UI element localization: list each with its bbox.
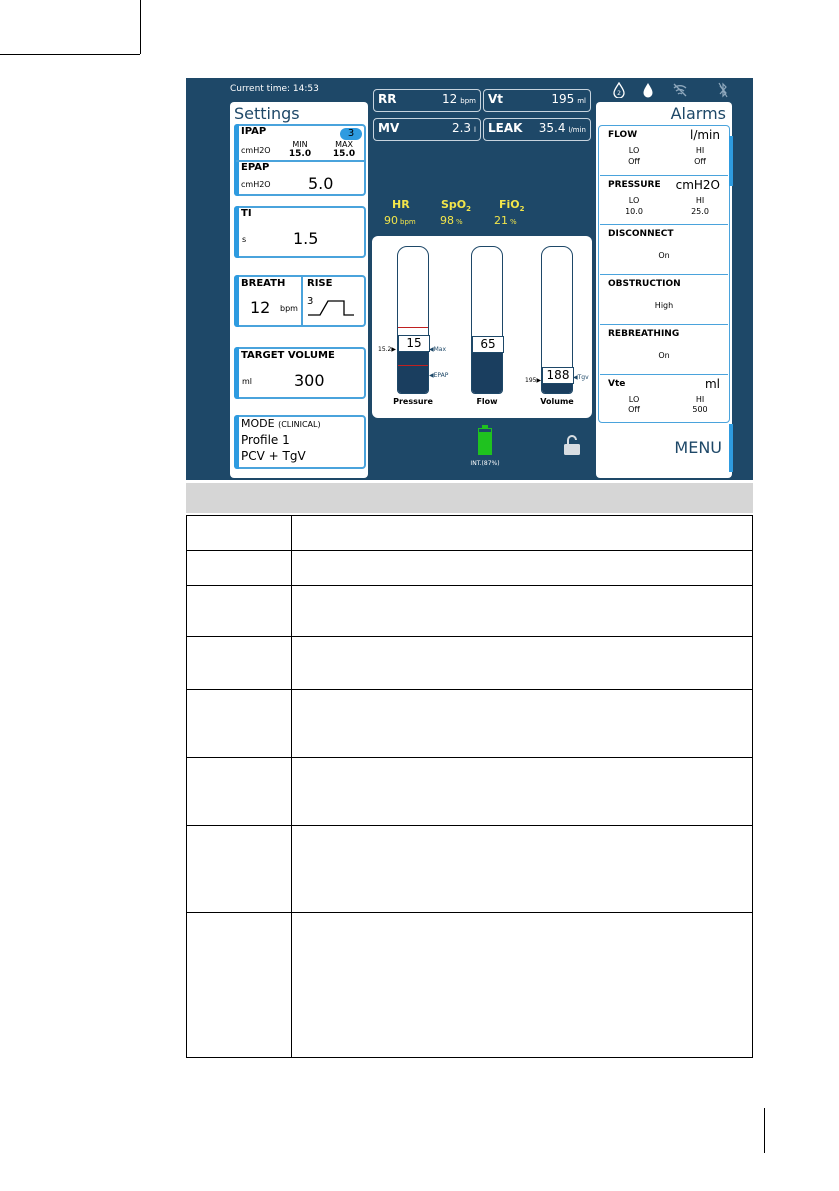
target-volume-value: 300 — [294, 371, 325, 390]
alarm-disconnect-label: DISCONNECT — [608, 229, 674, 239]
ipap-max-value: 15.0 — [332, 149, 356, 159]
spo2-label-sub: 2 — [466, 205, 472, 214]
flow-value: 65 — [472, 336, 504, 353]
mv-readout — [452, 121, 476, 135]
rise-ramp-icon — [306, 298, 356, 318]
alarm-vte-label: Vte — [608, 379, 626, 389]
alarm-pressure[interactable] — [600, 176, 728, 225]
alarm-flow-hi-value: Off — [694, 157, 706, 166]
table-row — [186, 758, 753, 826]
mode-name: PCV + TgV — [241, 449, 306, 463]
mode-profile: Profile 1 — [241, 433, 290, 447]
volume-right-marker: ◀Tgv — [573, 374, 589, 381]
alarm-disconnect-value: On — [658, 251, 670, 260]
ipap-min-value: 15.0 — [288, 149, 312, 159]
ipap-min-label: MIN — [292, 140, 308, 149]
alarm-vte-lo-value: Off — [628, 405, 640, 414]
alarm-rebreathing[interactable] — [600, 325, 728, 375]
alarm-vte-hi-value: 500 — [692, 405, 708, 414]
ipap-label: IPAP — [241, 126, 267, 137]
mv-label: MV — [378, 121, 400, 135]
ipap-max-label: MAX — [335, 140, 353, 149]
alarm-obstruction-value: High — [654, 301, 674, 310]
alarm-pressure-lo-label: LO — [628, 196, 640, 205]
spo2-label-text: SpO — [441, 198, 467, 211]
menu-accent — [729, 424, 733, 472]
pressure-value: 15 — [398, 335, 430, 352]
alarm-rebreathing-value: On — [658, 351, 670, 360]
battery-label: INT.(87%) — [470, 460, 500, 467]
pressure-epap-marker: ◀EPAP — [429, 372, 449, 379]
target-volume-label: TARGET VOLUME — [241, 350, 335, 361]
epap-value: 5.0 — [308, 174, 334, 193]
rr-label: RR — [378, 92, 397, 106]
menu-label: MENU — [674, 438, 722, 457]
leak-label: LEAK — [488, 121, 523, 135]
table-row — [186, 516, 753, 551]
unlock-icon[interactable] — [563, 434, 581, 456]
pressure-left-marker-text: 15.2 — [378, 346, 392, 353]
rise-value: 3 — [307, 296, 314, 307]
alarm-vte[interactable] — [600, 375, 728, 423]
spo2-unit: % — [456, 218, 463, 226]
alarm-pressure-unit: cmH2O — [675, 178, 720, 192]
table-row — [186, 586, 753, 637]
alarm-flow-label: FLOW — [608, 130, 638, 140]
pressure-epap-line — [398, 365, 428, 366]
alarm-vte-lo-label: LO — [628, 395, 640, 404]
wireless-icon — [672, 83, 688, 97]
pressure-max-marker-text: Max — [433, 346, 447, 353]
mv-box — [373, 118, 481, 141]
vt-box — [483, 89, 591, 112]
spo2-label — [441, 198, 471, 213]
table-row — [186, 551, 753, 586]
alarm-pressure-hi-value: 25.0 — [691, 207, 709, 216]
crop-mark-left — [0, 54, 140, 55]
breath-rise-divider — [301, 277, 303, 325]
breath-value: 12 — [250, 298, 271, 317]
alarm-obstruction[interactable] — [600, 275, 728, 325]
volume-right-marker-text: Tgv — [577, 374, 589, 381]
battery-body — [478, 428, 492, 455]
volume-left-marker: 195▶ — [525, 377, 542, 384]
table-row — [186, 637, 753, 690]
svg-text:2: 2 — [617, 90, 621, 97]
pressure-max-marker: ◀Max — [429, 346, 447, 353]
alarm-flow-hi-label: HI — [695, 146, 705, 155]
mv-value: 2.3 — [451, 121, 472, 135]
flow-fill — [472, 348, 502, 393]
breath-label: BREATH — [241, 278, 286, 289]
vt-readout — [551, 92, 586, 106]
alarm-flow-lo-value: Off — [628, 157, 640, 166]
fio2-readout — [494, 214, 517, 227]
alarm-vte-hi-label: HI — [695, 395, 705, 404]
ti-unit: s — [242, 235, 247, 244]
alarm-pressure-hi-label: HI — [695, 196, 705, 205]
alarm-obstruction-label: OBSTRUCTION — [608, 279, 681, 289]
hr-unit: bpm — [400, 218, 416, 226]
hr-readout — [384, 214, 416, 227]
bluetooth-icon — [718, 82, 728, 98]
fio2-unit: % — [510, 218, 517, 226]
alarm-pressure-label: PRESSURE — [608, 180, 661, 190]
fio2-value: 21 — [494, 214, 508, 227]
ipap-unit: cmH2O — [241, 146, 271, 155]
hr-label: HR — [392, 198, 410, 211]
alarm-vte-unit: ml — [704, 377, 720, 391]
hr-value: 90 — [384, 214, 398, 227]
mode-label — [241, 417, 321, 430]
vt-unit: ml — [577, 97, 586, 105]
fio2-label — [499, 198, 525, 213]
alarm-rebreathing-label: REBREATHING — [608, 329, 680, 339]
target-volume-unit: ml — [242, 377, 253, 386]
spo2-readout — [440, 214, 463, 227]
mode-qualifier: (CLINICAL) — [278, 420, 321, 429]
current-time: Current time: 14:53 — [230, 84, 319, 94]
rr-value: 12 — [442, 92, 458, 106]
crop-mark-top — [140, 0, 141, 54]
rr-unit: bpm — [460, 97, 476, 105]
mode-label-text: MODE — [241, 417, 275, 430]
alarm-flow[interactable] — [600, 126, 728, 176]
flow-tube — [471, 246, 503, 394]
alarm-flow-lo-label: LO — [628, 146, 640, 155]
pressure-epap-marker-text: EPAP — [433, 372, 449, 379]
alarm-pressure-lo-value: 10.0 — [625, 207, 643, 216]
table-row — [186, 826, 753, 913]
rr-box — [373, 89, 481, 112]
breath-unit: bpm — [280, 304, 298, 313]
ti-label: TI — [241, 208, 252, 219]
volume-left-marker-text: 195 — [525, 377, 537, 384]
volume-label: Volume — [540, 397, 574, 406]
crop-mark-bottom-right — [764, 1108, 765, 1153]
pressure-tube — [397, 246, 429, 394]
humidifier-drop-icon — [642, 82, 654, 98]
settings-title: Settings — [234, 104, 300, 123]
alarm-disconnect[interactable] — [600, 225, 728, 275]
epap-label: EPAP — [241, 162, 270, 173]
leak-box — [483, 118, 591, 141]
spo2-value: 98 — [440, 214, 454, 227]
flow-label: Flow — [476, 397, 498, 406]
menu-button[interactable] — [656, 430, 730, 470]
leak-readout — [539, 121, 586, 135]
ipap-profile-badge: 3 — [340, 128, 362, 140]
alarms-title: Alarms — [670, 104, 726, 123]
oxygen-drop-icon — [612, 82, 626, 98]
ventilator-screen — [186, 78, 753, 480]
mv-unit: l — [474, 126, 476, 134]
alarm-flow-unit: l/min — [689, 128, 720, 142]
volume-value: 188 — [542, 367, 574, 384]
battery-fill — [479, 432, 491, 454]
alarms-scroll-accent[interactable] — [729, 136, 733, 186]
table-header-bar — [186, 483, 753, 513]
leak-unit: l/min — [568, 126, 586, 134]
rr-readout — [442, 92, 476, 106]
rise-label: RISE — [307, 278, 333, 289]
leak-value: 35.4 — [538, 121, 566, 135]
vt-value: 195 — [551, 92, 575, 106]
table-row — [186, 690, 753, 758]
pressure-max-line — [398, 327, 428, 328]
epap-unit: cmH2O — [241, 180, 271, 189]
pressure-left-marker: 15.2▶ — [378, 346, 396, 353]
fio2-label-text: FiO — [499, 198, 520, 211]
ti-value: 1.5 — [293, 229, 319, 248]
pressure-label: Pressure — [393, 397, 433, 406]
battery-icon — [478, 425, 492, 455]
vt-label: Vt — [488, 92, 504, 106]
table-row — [186, 913, 753, 1058]
fio2-label-sub: 2 — [519, 205, 525, 214]
